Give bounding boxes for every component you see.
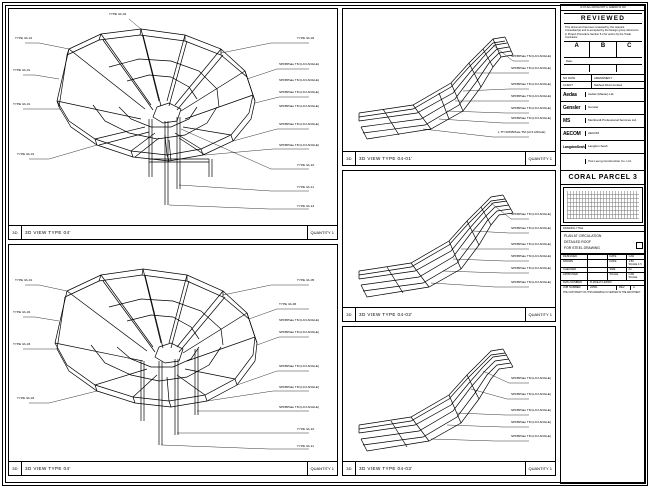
copyright-note: THE COPYRIGHT OF THIS DRAWING IS VESTED IN THE ARCHITECT	[563, 290, 641, 294]
callout-label: SPFBPlate TM (LK3 ANGLE)	[511, 94, 552, 98]
drawing-title-row	[561, 226, 645, 254]
callout-label: SPFBPlate TM (LK3 ANGLE)	[511, 242, 552, 246]
project-title-row	[561, 171, 645, 185]
size-value: A1	[628, 268, 632, 272]
amendment-label: AMENDMENT	[594, 75, 613, 80]
scale-label: SCALE	[608, 273, 627, 280]
review-date-row[interactable]	[564, 64, 642, 72]
callout-label: SPFBPlate TM (LK3 ANGLE)	[279, 318, 320, 322]
consultant-row-meinhardt	[561, 115, 645, 128]
callout-label: SPFBPlate TM (LK3 ANGLE)	[279, 330, 320, 334]
panel-titlebar	[9, 461, 337, 475]
callout-label: TYPE 3A-05	[297, 278, 315, 282]
callout-label: SPFBPlate TM (LK3 ANGLE)	[511, 420, 552, 424]
viewport-3d-right-top	[343, 9, 555, 151]
callout-label: SPFBPlate TM (LK3 ANGLE)	[511, 392, 552, 396]
panel-badge: 3D	[343, 462, 356, 475]
checked-row	[561, 267, 645, 272]
drawn-date-label: DATE	[608, 260, 627, 267]
rev-label: REV	[617, 286, 631, 290]
panel-quantity: QUANTITY 1	[307, 462, 338, 475]
review-date-label: Date :	[564, 57, 642, 64]
callout-label: SPFBPlate TM (LK3 ANGLE)	[511, 408, 552, 412]
langdonseah-logo: LangdonSeah	[563, 144, 585, 149]
designed-label: DESIGNED	[561, 255, 588, 259]
date-value: CAD	[628, 255, 635, 259]
approved-value	[588, 273, 608, 280]
approved-label: APPROVED	[561, 273, 588, 280]
callout-label: TYPE 3A-11	[297, 185, 314, 189]
callout-label: SPFBPlate TM (LK3 ANGLE)	[511, 376, 552, 380]
designed-row	[561, 254, 645, 259]
callout-label: TYPE 3A-12	[297, 204, 315, 208]
callout-label: SPFBPlate TM (LK3 ANGLE)	[511, 106, 552, 110]
job-number-label: JOB NUMBER	[561, 286, 588, 290]
panel-3d-right-mid[interactable]	[342, 170, 556, 322]
callout-label: SPFBPlate TM (LK3 ANGLE)	[279, 104, 320, 108]
callout-label: SPFBPlate TM (LK3 ANGLE)	[279, 90, 320, 94]
review-body: This document has been reviewed by the relevant Consultant(s) and is accepted by the Design group referred to in Project Procedure Section 5.4 for action by the Trade Contractor.	[565, 26, 639, 40]
panel-badge: 3D	[343, 308, 356, 321]
callout-label: SPFBPlate TM (LK3 ANGLE)	[511, 54, 552, 58]
key-plan	[561, 187, 645, 226]
callout-label: SPFBPlate TM (LK3 ANGLE)	[511, 116, 552, 120]
callout-label: TYPE 3A-10	[297, 163, 315, 167]
callout-label: SPFBPlate TM (LK3 ANGLE)	[511, 212, 552, 216]
panel-3d-bottom-left[interactable]	[8, 244, 338, 476]
callout-label: SPFBPlate TM (LK3 ANGLE)	[511, 434, 552, 438]
panel-badge: 3D	[343, 152, 356, 165]
callout-label: TYPE 3A-02	[13, 310, 31, 314]
amendment-no-label: NO DATE	[561, 75, 592, 81]
key-plan-graphic	[563, 187, 643, 223]
callout-label: SPFBPlate TM (LK3 ANGLE)	[511, 66, 552, 70]
job-number-row	[561, 285, 645, 290]
panel-badge: 3D	[9, 462, 22, 475]
callout-label: TYPE 3A-01	[13, 68, 31, 72]
callout-label: SPFBPlate TM (LK3 ANGLE)	[279, 405, 320, 409]
langdonseah-text: Langdon Seah	[585, 144, 645, 149]
callout-label: SPFBPlate TM (LK3 ANGLE)	[511, 280, 552, 284]
callout-label: TYPE 3A-02	[297, 36, 315, 40]
panel-title: 3D VIEW TYPE 04'	[25, 466, 71, 471]
contractor-text: Tsoi Leung Construction Co. Ltd.	[585, 159, 645, 164]
project-title: CORAL PARCEL 3	[568, 173, 638, 181]
callout-label: SPFBPlate TM (LK3 ANGLE)	[511, 82, 552, 86]
panel-titlebar	[343, 151, 555, 165]
callout-label: SPFBPlate TM (LK3 ANGLE)	[511, 266, 552, 270]
review-stamp	[561, 11, 645, 75]
panel-quantity: QUANTITY 1	[525, 462, 556, 475]
callout-label: TYPE 3A-10	[297, 427, 315, 431]
callout-label: SPFBPlate TM (LK3 ANGLE)	[279, 78, 320, 82]
callout-label: TYPE 3A-03	[13, 342, 31, 346]
dwg-number-label: DWG NUMBER	[561, 281, 588, 285]
titleblock-top-note: IF AT ALL DOING PRT A, AMEND IN CM	[580, 6, 626, 9]
dwg-number-row	[561, 280, 645, 285]
date-label: DATE	[608, 255, 627, 259]
viewport-3d-right-mid	[343, 171, 555, 307]
aedas-text: Aedas (Macau) Ltd.	[585, 92, 645, 97]
panel-title: 3D VIEW TYPE 04-02'	[359, 312, 413, 317]
panel-3d-right-top[interactable]	[342, 8, 556, 166]
callout-label: TYPE 3A-01	[15, 278, 33, 282]
panel-quantity: QUANTITY 1	[525, 308, 556, 321]
aedas-logo: Aedas	[563, 91, 578, 98]
checked-label: CHECKED	[561, 268, 588, 272]
callout-label: TYPE 3A-06	[279, 302, 297, 306]
drawing-title-line-1: PLAN AT CIRCULATION	[564, 233, 602, 238]
callout-label: SPFBPlate TM (LK3 ANGLE)	[279, 62, 320, 66]
panel-quantity: QUANTITY 1	[307, 226, 338, 239]
viewport-3d-right-bottom	[343, 327, 555, 461]
dwg-number-value: R-ROE-P3-ZZ000	[590, 281, 612, 285]
review-col-b: B	[590, 42, 616, 50]
callout-label: SPFBPlate TM (LK3 ANGLE)	[279, 385, 320, 389]
drawn-label: DRAWN	[561, 260, 588, 267]
callout-label: SPFBPlate TM (LK3 ANGLE)	[511, 226, 552, 230]
contractor-row	[561, 154, 645, 171]
review-col-a: A	[564, 42, 590, 50]
consultant-row-aedas	[561, 89, 645, 102]
callout-label: SPFBPlate TM (LK3 ANGLE)	[279, 143, 320, 147]
gensler-text: Gensler	[585, 105, 645, 110]
meinhardt-text: Meinhardt Professional Services Ltd.	[585, 118, 645, 123]
panel-titlebar	[343, 307, 555, 321]
client-name: Nakheel Direct Limited	[594, 82, 623, 87]
panel-titlebar	[9, 225, 337, 239]
title-block	[560, 4, 646, 484]
drawing-title-line-2: DETAILED ROOF	[564, 239, 592, 244]
amendment-row	[561, 75, 645, 82]
panel-title: 3D VIEW TYPE 04-03'	[359, 466, 413, 471]
panel-title: 3D VIEW TYPE 04'	[25, 230, 71, 235]
key-plan-hatch	[567, 191, 639, 219]
drawn-row	[561, 259, 645, 267]
size-label: SIZE	[608, 268, 627, 272]
job-number-value: 22561	[588, 286, 617, 290]
callout-label: TYPE 3A-02	[109, 12, 127, 16]
callout-label: SPFBPlate TM (LK3 ANGLE)	[279, 122, 320, 126]
callout-label: SPFBPlate TM (LK3 ANGLE)	[279, 364, 320, 368]
review-columns	[564, 41, 642, 50]
client-label: CLIENT	[561, 82, 592, 88]
gensler-logo: Gensler	[563, 104, 581, 111]
consultant-row-langdonseah	[561, 141, 645, 154]
client-row	[561, 82, 645, 89]
scale-value: CAD SCALE	[628, 273, 638, 280]
callout-label: TYPE 3A-01	[13, 102, 31, 106]
drawing-title-line-3: FOR STEEL DRAWING	[564, 246, 600, 251]
callout-label: TYPE 3A-04	[17, 396, 35, 400]
aecom-logo: AECOM	[563, 130, 581, 137]
rev-value: A	[633, 286, 635, 290]
viewport-3d-top-left	[9, 9, 337, 225]
callout-label: TYPE 3A-01	[17, 152, 35, 156]
drawn-date-value: 1:50 SCALE 1:5	[628, 260, 642, 267]
review-checkrow[interactable]	[564, 50, 642, 57]
panel-badge: 3D	[9, 226, 22, 239]
designed-value	[588, 255, 608, 259]
panel-quantity: QUANTITY 1	[525, 152, 556, 165]
drawing-title-label: DRAWING TITLE	[561, 226, 645, 232]
checked-value	[588, 268, 608, 272]
consultant-row-aecom	[561, 128, 645, 141]
panel-3d-top-left[interactable]	[8, 8, 338, 240]
aecom-text: AECOM	[585, 131, 645, 136]
approved-row	[561, 272, 645, 280]
consultant-row-gensler	[561, 102, 645, 115]
drawn-value	[588, 260, 608, 267]
panel-3d-right-bottom[interactable]	[342, 326, 556, 476]
panel-titlebar	[343, 461, 555, 475]
review-col-c: C	[627, 42, 632, 49]
callout-label: TYPE 3A-11	[297, 444, 314, 448]
contractor-logo	[561, 161, 585, 163]
meinhardt-logo: MS	[563, 117, 571, 124]
callout-label: L TH SPFBPlate TM (LK3 ANGLE)	[498, 130, 546, 134]
callout-label: SPFBPlate TM (LK3 ANGLE)	[511, 254, 552, 258]
callout-label: TYPE 3A-01	[15, 36, 33, 40]
review-heading: REVIEWED	[564, 13, 642, 24]
panel-title: 3D VIEW TYPE 04-01'	[359, 156, 413, 161]
viewport-3d-bottom-left	[9, 245, 337, 461]
